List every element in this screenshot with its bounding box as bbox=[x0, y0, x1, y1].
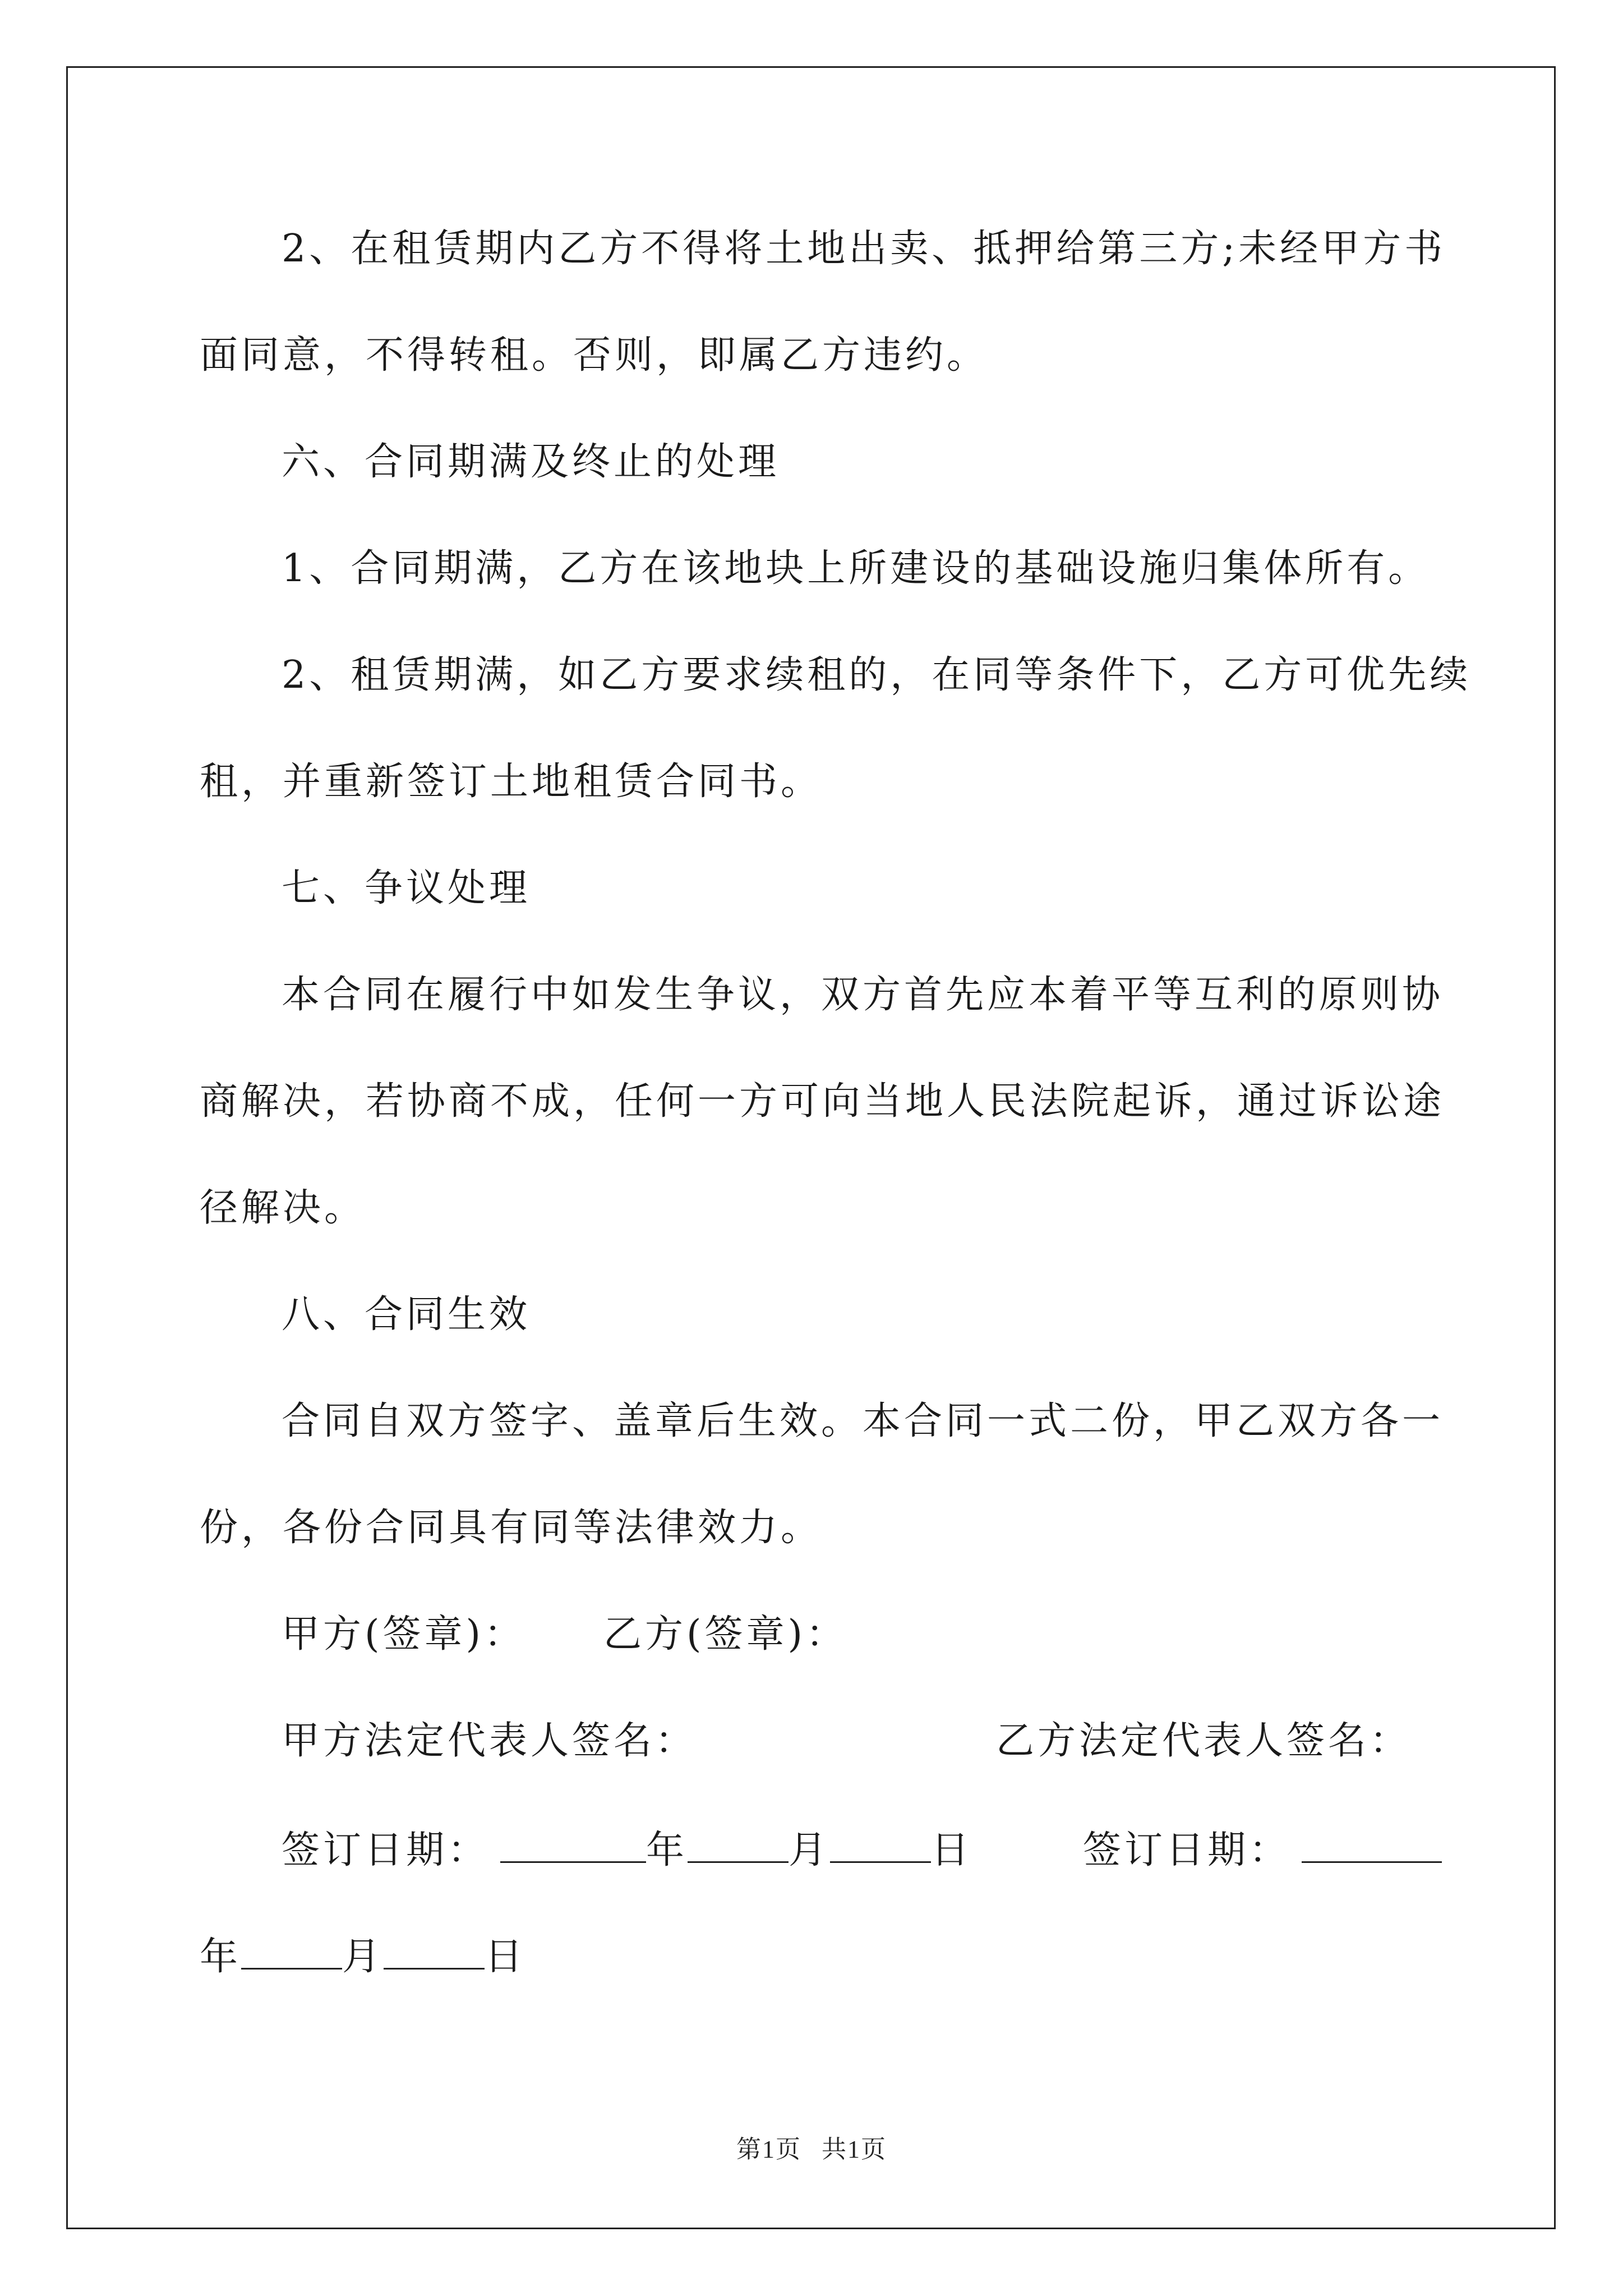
year-label: 年 bbox=[200, 1935, 242, 1979]
day-blank bbox=[830, 1829, 931, 1863]
date-label: 签订日期： bbox=[282, 1828, 490, 1872]
month-blank bbox=[688, 1829, 789, 1863]
section-heading: 七、争议处理 bbox=[282, 866, 531, 910]
day-label: 日 bbox=[485, 1935, 527, 1979]
current-page-number: 第1页 bbox=[736, 2136, 801, 2163]
month-blank bbox=[241, 1935, 342, 1970]
party-b-rep-label: 乙方法定代表人签名： bbox=[996, 1719, 1412, 1763]
paragraph-line: 2、租赁期满，如乙方要求续租的，在同等条件下，乙方可优先续 bbox=[282, 653, 1472, 697]
paragraph-line: 商解决，若协商不成，任何一方可向当地人民法院起诉，通过诉讼途 bbox=[200, 1079, 1445, 1124]
day-blank bbox=[384, 1935, 485, 1970]
signing-date-b-continued bbox=[200, 1935, 527, 1979]
year-blank bbox=[500, 1829, 646, 1863]
page-footer bbox=[0, 2129, 1623, 2165]
page-border bbox=[66, 66, 1556, 2229]
year-label: 年 bbox=[646, 1828, 688, 1872]
paragraph-line: 1、合同期满，乙方在该地块上所建设的基础设施归集体所有。 bbox=[282, 546, 1430, 591]
party-a-seal-label: 甲方(签章)： bbox=[282, 1612, 526, 1657]
party-a-rep-label: 甲方法定代表人签名： bbox=[282, 1719, 697, 1763]
paragraph-line: 2、在租赁期内乙方不得将土地出卖、抵押给第三方;未经甲方书 bbox=[282, 227, 1446, 271]
paragraph-line: 面同意，不得转租。否则，即属乙方违约。 bbox=[200, 333, 989, 378]
date-label: 签订日期： bbox=[1083, 1828, 1291, 1872]
paragraph-line: 合同自双方签字、盖章后生效。本合同一式二份，甲乙双方各一 bbox=[282, 1399, 1444, 1443]
paragraph-line: 本合同在履行中如发生争议，双方首先应本着平等互利的原则协 bbox=[282, 973, 1444, 1017]
month-label: 月 bbox=[342, 1935, 384, 1979]
section-heading: 八、合同生效 bbox=[282, 1292, 531, 1337]
signing-date-a bbox=[282, 1829, 972, 1870]
total-pages: 共1页 bbox=[822, 2136, 887, 2163]
month-label: 月 bbox=[789, 1828, 831, 1872]
paragraph-line: 径解决。 bbox=[200, 1186, 366, 1230]
paragraph-line: 份，各份合同具有同等法律效力。 bbox=[200, 1506, 823, 1550]
year-blank bbox=[1302, 1829, 1442, 1863]
party-b-seal-label: 乙方(签章)： bbox=[603, 1612, 848, 1657]
paragraph-line: 租，并重新签订土地租赁合同书。 bbox=[200, 760, 823, 804]
signing-date-b bbox=[1083, 1829, 1442, 1870]
section-heading: 六、合同期满及终止的处理 bbox=[282, 440, 780, 484]
day-label: 日 bbox=[931, 1828, 973, 1872]
